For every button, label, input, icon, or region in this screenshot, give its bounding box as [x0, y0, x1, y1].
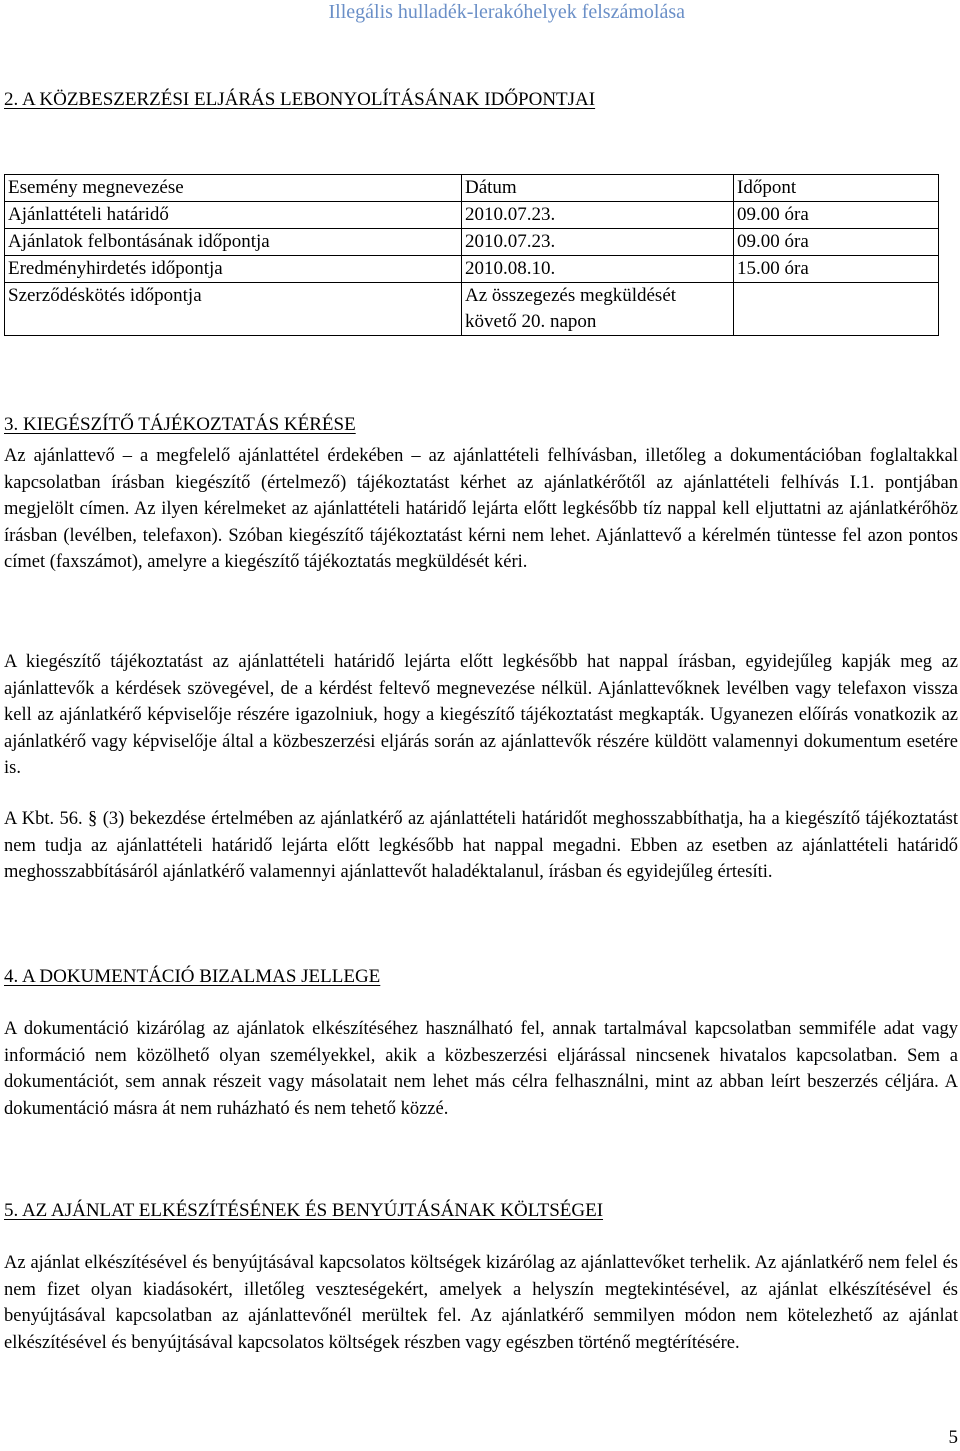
page-number: 5 [948, 1427, 958, 1448]
table-cell: 2010.08.10. [462, 256, 734, 283]
section-3-heading: 3. KIEGÉSZÍTŐ TÁJÉKOZTATÁS KÉRÉSE [4, 414, 356, 435]
section-5-paragraph-1: Az ajánlat elkészítésével és benyújtásával kapcsolatos költségek kizárólag az ajánlattevőket terhelik. Az ajánlatkérő nem felel és nem fizet olyan kiadásokért, illetőleg veszteségekért, amelyek a helyszín megtekintésével, az ajánlat elkészítésével és benyújtásával kapcsolatban az ajánlattevőnél merültek fel. Az ajánlatkérő semmilyen módon nem kötelezhető az ajánlat elkészítésével és benyújtásával kapcsolatos költségek részben vagy egészben történő megtérítésére. [4, 1253, 958, 1353]
table-cell: Szerződéskötés időpontja [5, 283, 462, 336]
table-cell: 2010.07.23. [462, 229, 734, 256]
section-3-paragraph-3: A Kbt. 56. § (3) bekezdése értelmében az ajánlatkérő az ajánlattételi határidőt meghosszabbíthatja, ha a kiegészítő tájékoztatást nem tudja az ajánlattételi határidő lejárta előtt legkésőbb hat nappal megadni. Ebben az esetben az ajánlattételi határidő meghosszabbításáról ajánlatkérő valamennyi ajánlattevőt haladéktalanul, írásban és egyidejűleg értesíti. [4, 809, 958, 883]
table-cell: 2010.07.23. [462, 202, 734, 229]
section-4-heading: 4. A DOKUMENTÁCIÓ BIZALMAS JELLEGE [4, 966, 381, 987]
section-4-paragraph-1: A dokumentáció kizárólag az ajánlatok elkészítéséhez használható fel, annak tartalmával kapcsolatban semmiféle adat vagy információ nem közölhető olyan személyekkel, akik a közbeszerzési eljárással nincsenek hivatalos kapcsolatban. Sem a dokumentációt, sem annak részeit vagy másolatait nem lehet más célra felhasználni, mint az abban leírt beszerzés céljára. A dokumentáció másra át nem ruházható és nem tehető közzé. [4, 1019, 958, 1119]
table-header-row [5, 175, 939, 202]
section-3-paragraph-2: A kiegészítő tájékoztatást az ajánlattételi határidő lejárta előtt legkésőbb hat nappal írásban, egyidejűleg kapják meg az ajánlattevők a kérdések szövegével, de a kérdést feltevő megnevezése nélkül. Ajánlattevőknek levélben vagy telefaxon vissza kell az ajánlatkérő képviselője részére igazolniuk, hogy a kiegészítő tájékoztatást megkapták. Ugyanezen előírás vonatkozik az ajánlatkérő vagy képviselője által a közbeszerzési eljárás során az ajánlattevők részére küldött valamennyi dokumentum esetére is. [4, 652, 958, 779]
schedule-table [4, 174, 939, 336]
table-cell: Ajánlatok felbontásának időpontja [5, 229, 462, 256]
table-row [5, 283, 939, 336]
running-header: Illegális hulladék-lerakóhelyek felszámolása [328, 1, 685, 23]
table-row [5, 256, 939, 283]
table-row [5, 202, 939, 229]
table-header-cell: Dátum [462, 175, 734, 202]
table-cell [734, 283, 939, 336]
table-header-cell: Időpont [734, 175, 939, 202]
table-cell: Az összegezés megküldését követő 20. napon [462, 283, 734, 336]
table-cell: 09.00 óra [734, 229, 939, 256]
section-2-heading: 2. A KÖZBESZERZÉSI ELJÁRÁS LEBONYOLÍTÁSÁNAK IDŐPONTJAI [4, 89, 596, 110]
table-header-cell: Esemény megnevezése [5, 175, 462, 202]
section-3-paragraph-1: Az ajánlattevő – a megfelelő ajánlattétel érdekében – az ajánlattételi felhívásban, illetőleg a dokumentációban foglaltakkal kapcsolatban írásban kiegészítő (értelmező) tájékoztatást kérhet az ajánlatkérőtől az ajánlattételi felhívás I.1. pontjában megjelölt címen. Az ilyen kérelmeket az ajánlattételi határidő lejárta előtt legkésőbb tíz nappal kell eljuttatni az ajánlatkérőhöz írásban (levélben, telefaxon). Szóban kiegészítő tájékoztatást kérni nem lehet. Ajánlattevő a kérelmén tüntesse fel azon pontos címet (faxszámot), amelyre a kiegészítő tájékoztatás megküldését kéri. [4, 446, 958, 573]
table-cell: 09.00 óra [734, 202, 939, 229]
table-cell: Eredményhirdetés időpontja [5, 256, 462, 283]
table-cell: 15.00 óra [734, 256, 939, 283]
table-cell: Ajánlattételi határidő [5, 202, 462, 229]
table-row [5, 229, 939, 256]
section-5-heading: 5. AZ AJÁNLAT ELKÉSZÍTÉSÉNEK ÉS BENYÚJTÁSÁNAK KÖLTSÉGEI [4, 1200, 604, 1221]
